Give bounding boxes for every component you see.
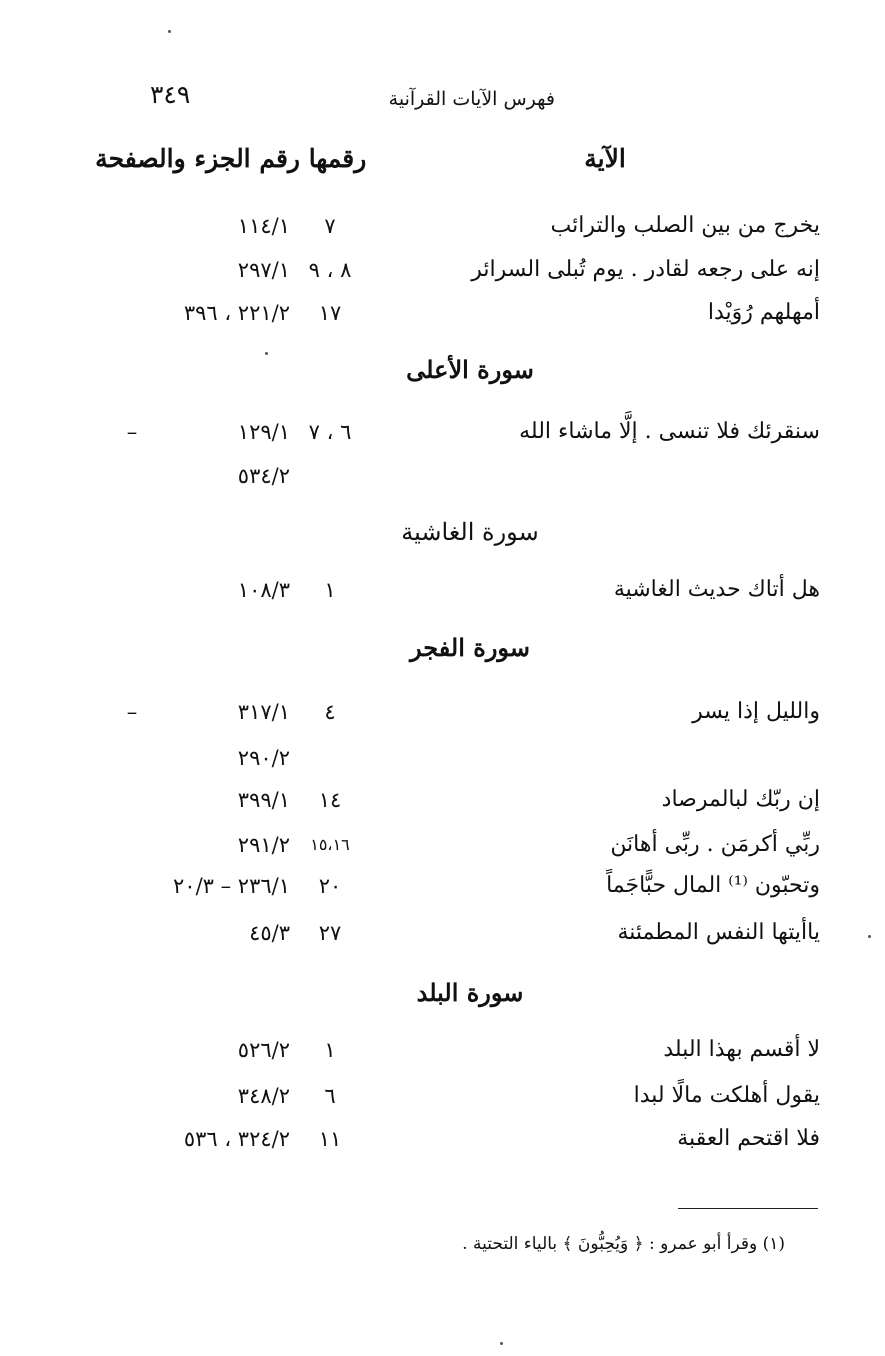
ayah-text: لا أقسم بهذا البلد bbox=[663, 1037, 820, 1062]
ayah-text: إنه على رجعه لقادر . يوم تُبلى السرائر bbox=[471, 257, 820, 282]
table-row bbox=[0, 780, 885, 820]
table-row bbox=[0, 692, 885, 732]
volume-page-ref: ٥٣٤/٢ bbox=[237, 464, 290, 488]
surah-heading-alaa: سورة الأعلى bbox=[406, 355, 534, 384]
ayah-text: هل أتاك حديث الغاشية bbox=[613, 577, 820, 602]
ayah-number: ٢٧ bbox=[318, 921, 342, 945]
ayah-text: فلا اقتحم العقبة bbox=[677, 1126, 820, 1151]
ayah-text: سنقرئك فلا تنسى . إلَّا ماشاء الله bbox=[519, 419, 820, 444]
table-row bbox=[0, 866, 885, 906]
table-row bbox=[0, 206, 885, 246]
ayah-number: ١ bbox=[324, 578, 336, 602]
volume-page-ref: ٢٩١/٢ bbox=[237, 833, 290, 857]
ayah-text: أمهلهم رُوَيْدا bbox=[707, 300, 820, 325]
ayah-text: وتحبّون ⁽¹⁾ المال حبًّاجَماً bbox=[606, 873, 820, 898]
footnote: (١) وقرأ أبو عمرو : ﴿ وَيُحِبُّونَ ﴾ بالياء التحتية . bbox=[462, 1234, 785, 1254]
volume-page-ref: ٢٩٧/١ bbox=[237, 258, 290, 282]
column-header-number: رقمها bbox=[308, 144, 367, 173]
volume-page-ref: ٤٥/٣ bbox=[249, 921, 290, 945]
volume-page-ref: ١٠٨/٣ bbox=[237, 578, 290, 602]
table-row bbox=[0, 250, 885, 290]
continuation-dash: – bbox=[126, 700, 138, 724]
volume-page-ref: ٣٩٩/١ bbox=[237, 788, 290, 812]
scan-speck bbox=[868, 935, 871, 938]
volume-page-ref: ٣١٧/١ bbox=[237, 700, 290, 724]
surah-heading-ghashiya: سورة الغاشية bbox=[401, 518, 539, 546]
ayah-number: ٦ bbox=[324, 1084, 336, 1108]
ayah-number: ٤ bbox=[324, 700, 336, 724]
ayah-text: يقول أهلكت مالًا لبدا bbox=[633, 1083, 820, 1108]
table-row bbox=[0, 825, 885, 865]
ayah-number: ٧ bbox=[324, 214, 336, 238]
surah-heading-balad: سورة البلد bbox=[416, 978, 524, 1007]
ayah-number: ١١ bbox=[318, 1127, 342, 1151]
table-row bbox=[0, 412, 885, 452]
volume-page-ref: ٢٩٠/٢ bbox=[237, 746, 290, 770]
table-row bbox=[0, 738, 885, 778]
footnote-rule bbox=[678, 1208, 818, 1209]
table-row bbox=[0, 456, 885, 496]
table-row bbox=[0, 1076, 885, 1116]
table-row bbox=[0, 1030, 885, 1070]
ayah-number: ٨ ، ٩ bbox=[308, 258, 352, 282]
column-header-reference: رقم الجزء والصفحة bbox=[95, 144, 300, 173]
volume-page-ref: ٣٤٨/٢ bbox=[237, 1084, 290, 1108]
running-title: فهرس الآيات القرآنية bbox=[388, 88, 555, 110]
scan-speck bbox=[265, 352, 268, 355]
ayah-number: ١٥،١٦ bbox=[310, 835, 350, 854]
continuation-dash: – bbox=[126, 420, 138, 444]
volume-page-ref: ٢٣٦/١ – ٢٠/٣ bbox=[173, 874, 290, 898]
table-row bbox=[0, 570, 885, 610]
volume-page-ref: ١١٤/١ bbox=[237, 214, 290, 238]
ayah-text: يخرج من بين الصلب والترائب bbox=[550, 213, 820, 238]
volume-page-ref: ٣٢٤/٢ ، ٥٣٦ bbox=[183, 1127, 290, 1151]
table-row bbox=[0, 913, 885, 953]
ayah-number: ٢٠ bbox=[318, 874, 342, 898]
ayah-text: والليل إذا يسر bbox=[692, 699, 820, 724]
volume-page-ref: ٥٢٦/٢ bbox=[237, 1038, 290, 1062]
column-header-ayah: الآية bbox=[584, 144, 626, 173]
ayah-number: ١٤ bbox=[318, 788, 342, 812]
table-row bbox=[0, 293, 885, 333]
table-row bbox=[0, 1119, 885, 1159]
scan-speck bbox=[500, 1342, 503, 1345]
ayah-text: ربِّي أكرمَن . ربِّى أهانَن bbox=[610, 832, 820, 857]
volume-page-ref: ١٢٩/١ bbox=[237, 420, 290, 444]
surah-heading-fajr: سورة الفجر bbox=[410, 633, 530, 662]
ayah-number: ١٧ bbox=[318, 301, 342, 325]
volume-page-ref: ٢٢١/٢ ، ٣٩٦ bbox=[183, 301, 290, 325]
ayah-number: ١ bbox=[324, 1038, 336, 1062]
ayah-text: ياأيتها النفس المطمئنة bbox=[617, 920, 820, 945]
ayah-number: ٦ ، ٧ bbox=[308, 420, 352, 444]
page-number: ٣٤٩ bbox=[150, 80, 191, 109]
ayah-text: إن ربّك لبالمرصاد bbox=[661, 787, 820, 812]
scan-speck bbox=[168, 30, 171, 33]
